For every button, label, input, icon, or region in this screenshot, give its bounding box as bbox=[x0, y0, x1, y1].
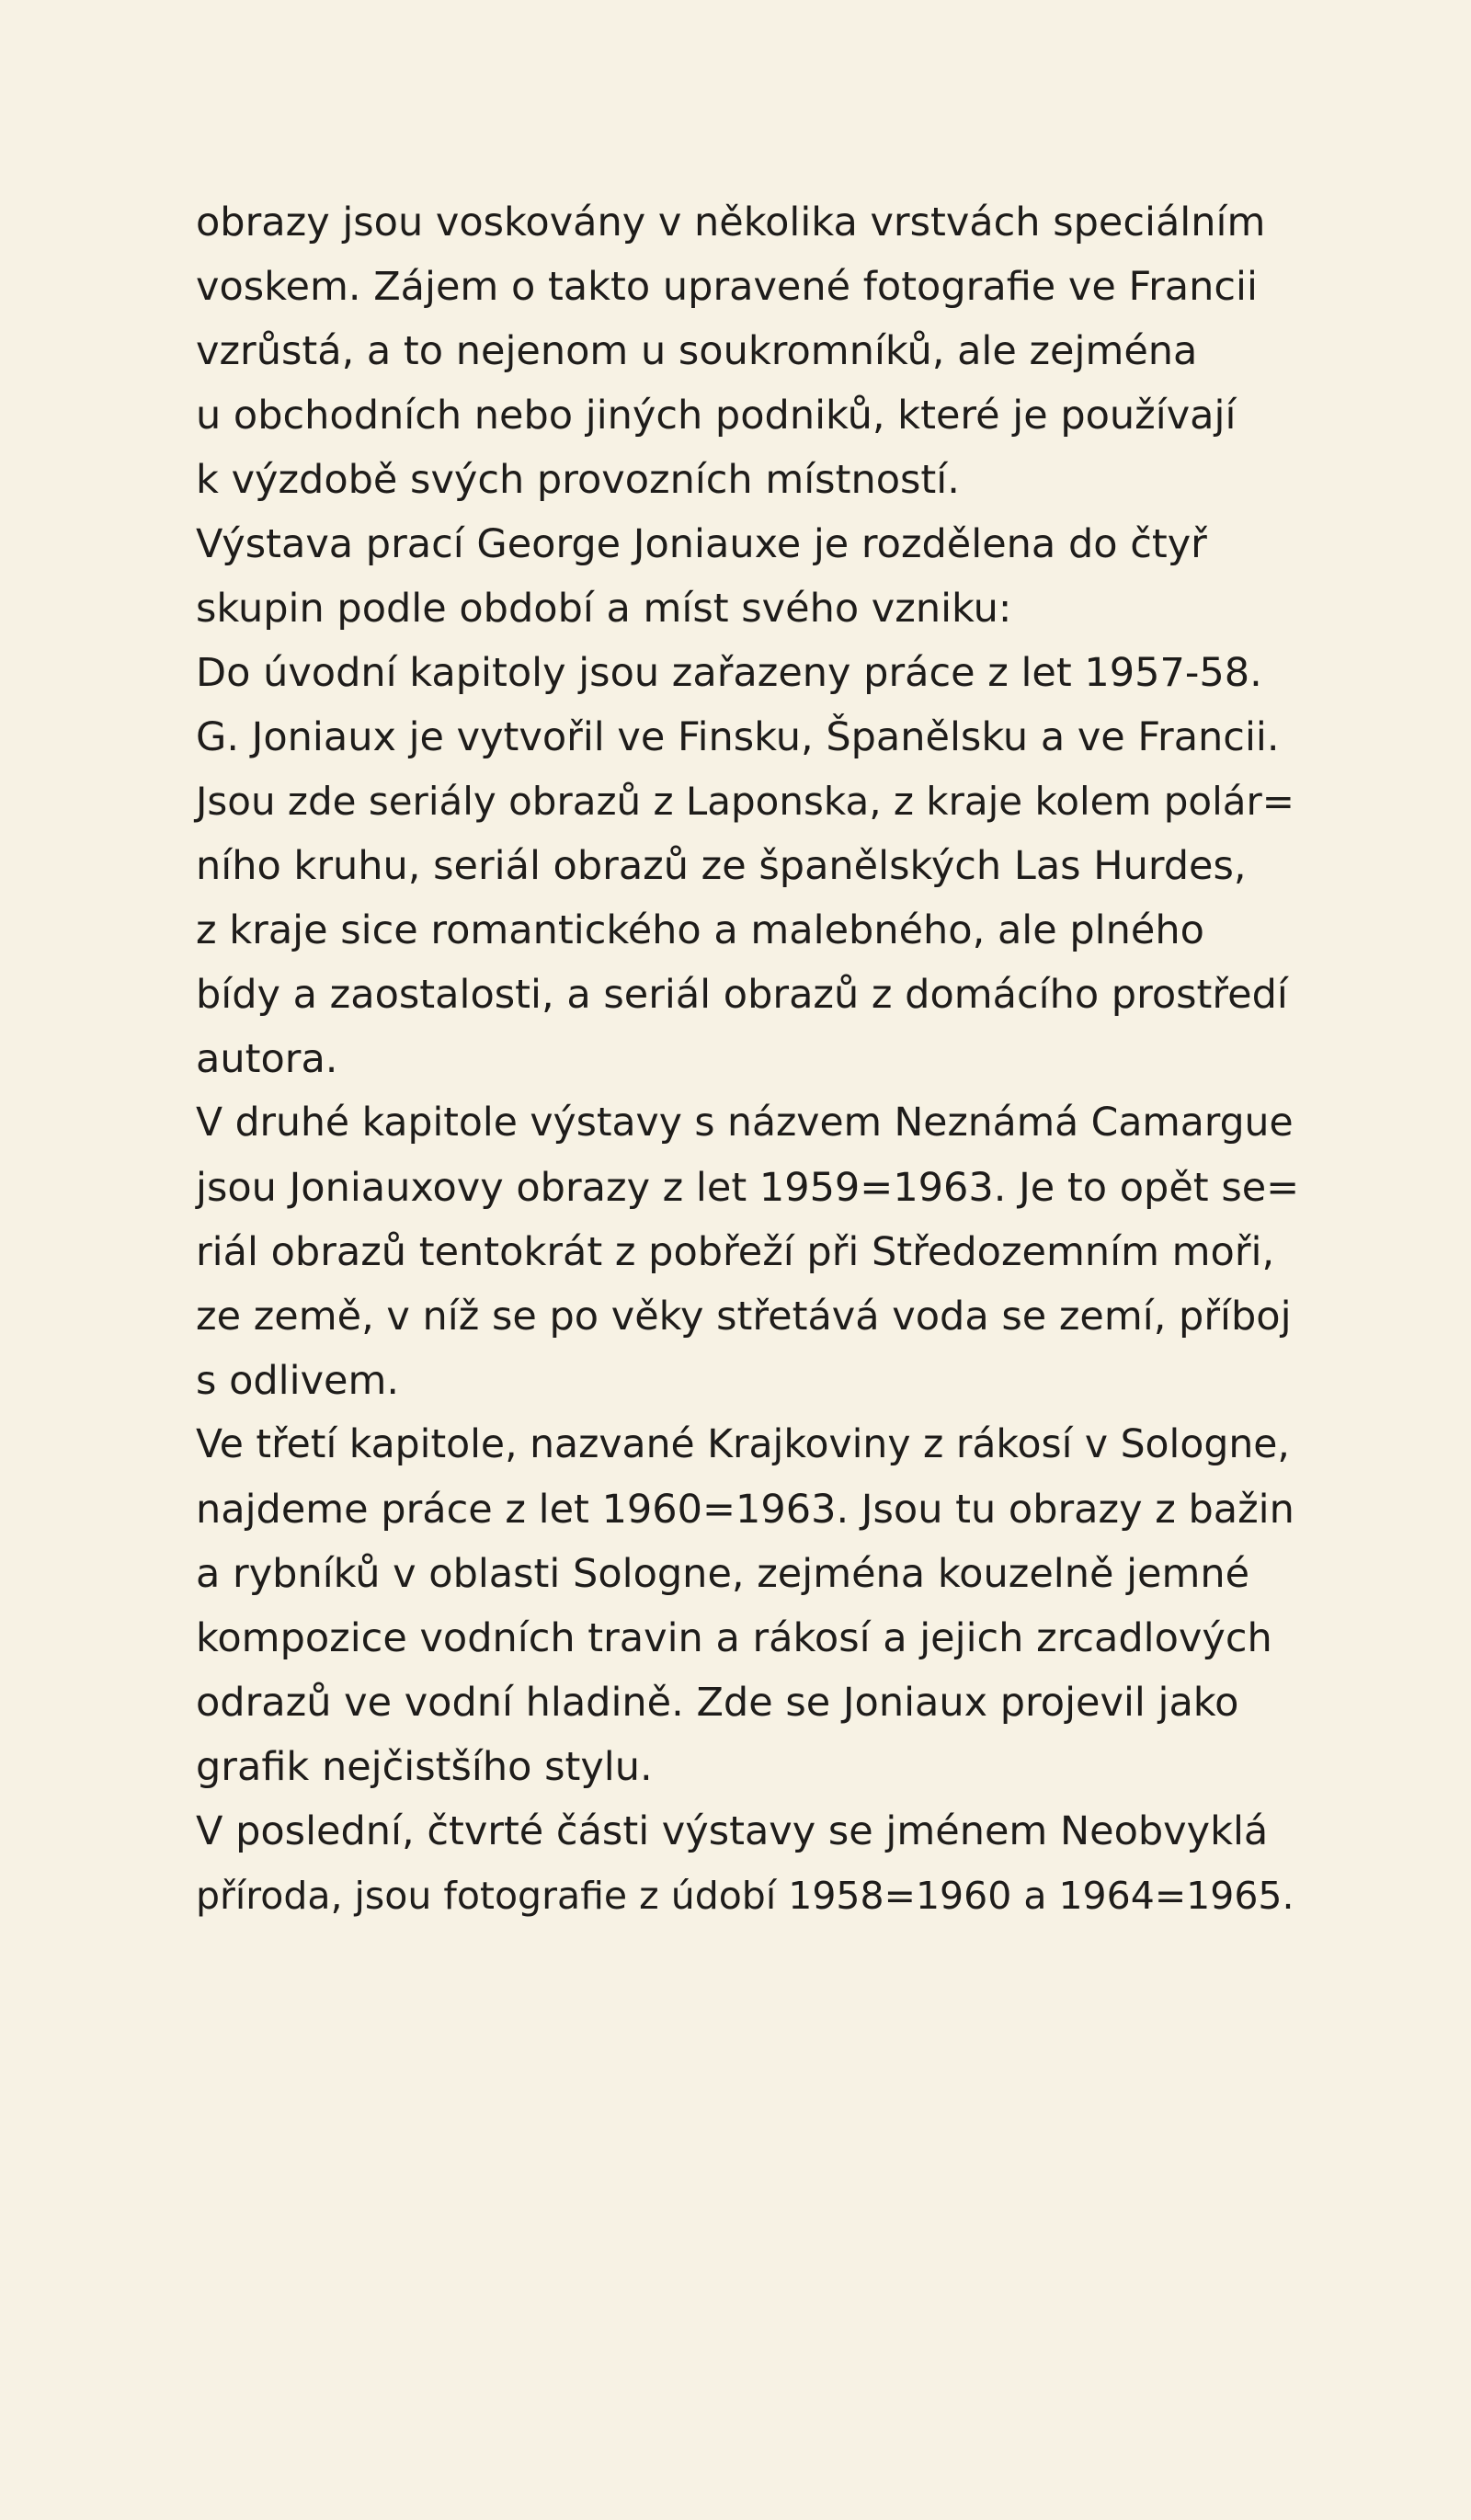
text-line: s odlivem. bbox=[196, 1358, 400, 1404]
text-line: u obchodních nebo jiných podniků, které je používají bbox=[196, 393, 1237, 439]
text-line: kompozice vodních travin a rákosí a jejich zrcadlových bbox=[196, 1615, 1272, 1661]
text-line: grafik nejčistšího stylu. bbox=[196, 1744, 653, 1790]
text-line: ze země, v níž se po věky střetává voda se zemí, příboj bbox=[196, 1294, 1292, 1340]
text-line: skupin podle období a míst svého vzniku: bbox=[196, 586, 1012, 632]
text-line: příroda, jsou fotografie z údobí 1958=1960 a 1964=1965. bbox=[196, 1874, 1294, 1918]
text-line: z kraje sice romantického a malebného, ale plného bbox=[196, 907, 1204, 953]
text-line: k výzdobě svých provozních místností. bbox=[196, 457, 960, 503]
text-line: V poslední, čtvrté části výstavy se jménem Neobvyklá bbox=[196, 1808, 1269, 1854]
text-line: a rybníků v oblasti Sologne, zejména kouzelně jemné bbox=[196, 1551, 1250, 1597]
text-line: voskem. Zájem o takto upravené fotografie ve Francii bbox=[196, 264, 1258, 310]
body-text bbox=[196, 190, 1299, 1928]
text-line: autora. bbox=[196, 1036, 338, 1082]
text-line: G. Joniaux je vytvořil ve Finsku, Španělsku a ve Francii. bbox=[196, 714, 1280, 760]
text-line: odrazů ve vodní hladině. Zde se Joniaux projevil jako bbox=[196, 1680, 1239, 1726]
text-line: jsou Joniauxovy obrazy z let 1959=1963. Je to opět se= bbox=[196, 1165, 1300, 1211]
text-line: Do úvodní kapitoly jsou zařazeny práce z let 1957-58. bbox=[196, 650, 1262, 696]
text-line: riál obrazů tentokrát z pobřeží při Středozemním moři, bbox=[196, 1229, 1275, 1275]
text-line: bídy a zaostalosti, a seriál obrazů z domácího prostředí bbox=[196, 972, 1288, 1018]
text-line: V druhé kapitole výstavy s názvem Neznámá Camargue bbox=[196, 1100, 1294, 1146]
text-line: ního kruhu, seriál obrazů ze španělských Las Hurdes, bbox=[196, 843, 1247, 889]
text-line: Výstava prací George Joniauxe je rozdělena do čtyř bbox=[196, 521, 1207, 567]
text-line: Jsou zde seriály obrazů z Laponska, z kraje kolem polár= bbox=[196, 779, 1294, 824]
text-line: najdeme práce z let 1960=1963. Jsou tu obrazy z bažin bbox=[196, 1487, 1294, 1533]
text-line: vzrůstá, a to nejenom u soukromníků, ale zejména bbox=[196, 328, 1198, 374]
text-line: Ve třetí kapitole, nazvané Krajkoviny z rákosí v Sologne, bbox=[196, 1422, 1290, 1467]
text-line: obrazy jsou voskovány v několika vrstvách speciálním bbox=[196, 200, 1266, 245]
